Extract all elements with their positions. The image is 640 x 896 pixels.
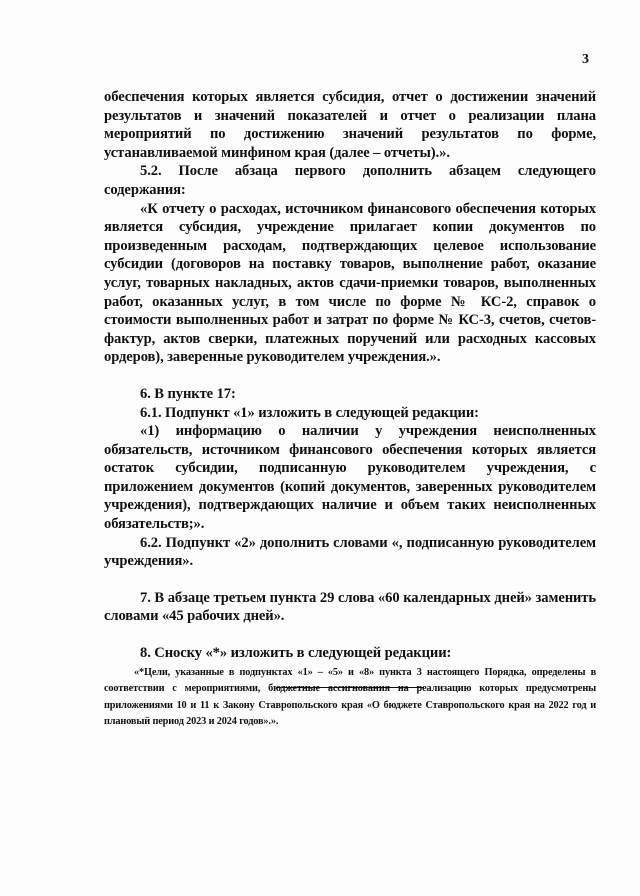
- page-number: 3: [582, 52, 589, 67]
- paragraph-reports-continuation: обеспечения которых является субсидия, отчет о достижении значений результатов и значений показателей и отчет о реализации плана мероприятий по достижению значений результатов по форме, устанавливаемой минфином края (далее – отчеты).».: [104, 89, 596, 161]
- paragraph-6: 6. В пункте 17:: [140, 385, 236, 402]
- paragraph-expense-report-attachments: «К отчету о расходах, источником финансового обеспечения которых является субсидия, учреждение прилагает копии документов по произведенным расходам, подтверждающих целевое использование субсидии (договоров на поставку товаров, выполнение работ, оказание услуг, товарных накладных, актов сдачи-приемки товаров, выполненных работ, оказанных услуг, в том числе по форме № КС-2, справок о стоимости выполненных работ и затрат по форме № КС-3, счетов, счетов-фактур, актов сверки, платежных поручений или расходных кассовых ордеров), заверенные руководителем учреждения.».: [104, 200, 596, 366]
- paragraph-5-2: 5.2. После абзаца первого дополнить абзацем следующего содержания:: [104, 163, 596, 198]
- paragraph-6-1: 6.1. Подпункт «1» изложить в следующей редакции:: [140, 404, 479, 421]
- document-body: [104, 88, 596, 731]
- paragraph-subitem-1-text: «1) информацию о наличии у учреждения неисполненных обязательств, источником финансового обеспечения которых является остаток субсидии, подписанную руководителем учреждения, с приложением документов (копий документов, заверенных руководителем учреждения), подтверждающих наличие и объем таких неисполненных обязательств;».: [104, 423, 596, 533]
- footnote-text: «*Цели, указанные в подпунктах «1» – «5» и «8» пункта 3 настоящего Порядка, определены в соответствии с мероприятиями, бюджетные ассигнования на реализацию которых предусмотрены приложениями 10 и 11 к Закону Ставропольского края «О бюджете Ставропольского края на 2022 год и плановый период 2023 и 2024 годов».».: [104, 666, 596, 728]
- end-of-document-line: [276, 687, 424, 688]
- paragraph-7: 7. В абзаце третьем пункта 29 слова «60 календарных дней» заменить словами «45 рабочих дней».: [104, 589, 596, 625]
- paragraph-6-2: 6.2. Подпункт «2» дополнить словами «, подписанную руководителем учреждения».: [104, 534, 596, 570]
- paragraph-8: 8. Сноску «*» изложить в следующей редакции:: [140, 645, 452, 662]
